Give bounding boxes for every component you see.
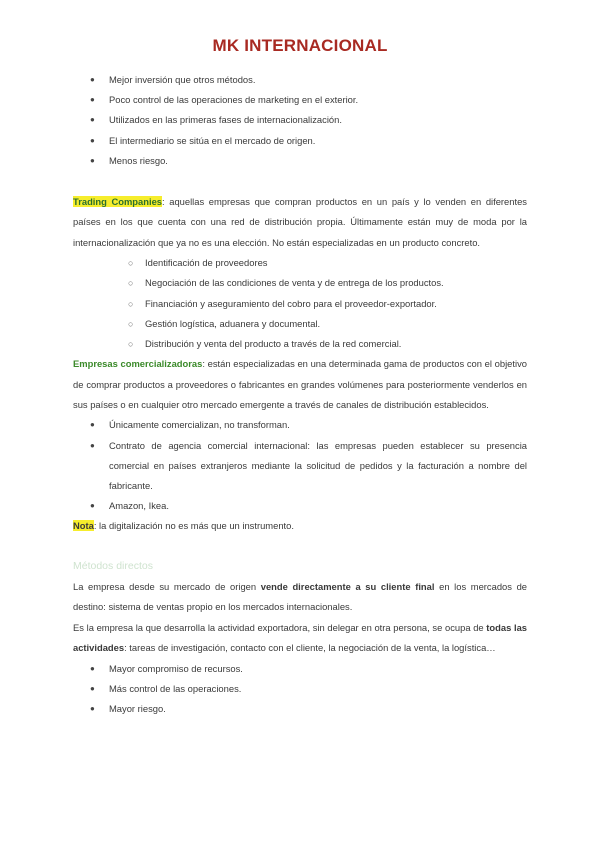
circle-bullet-icon: ○ <box>128 298 134 309</box>
comercializadoras-term: Empresas comercializadoras <box>73 358 203 370</box>
circle-bullet-icon: ○ <box>128 318 134 329</box>
list-item: ● Únicamente comercializan, no transforman. <box>73 415 527 435</box>
list-item: ○ Distribución y venta del producto a través de la red comercial. <box>73 334 527 354</box>
bullet-icon: ● <box>90 420 95 430</box>
bullet-icon: ● <box>90 135 95 145</box>
bullet-icon: ● <box>90 703 95 713</box>
list-item: ○ Negociación de las condiciones de venta y de entrega de los productos. <box>73 273 527 293</box>
circle-bullet-icon: ○ <box>128 258 134 269</box>
list-item: ● Utilizados en las primeras fases de internacionalización. <box>73 110 527 130</box>
section-heading-metodos-directos: Métodos directos <box>73 559 153 572</box>
bullet-icon: ● <box>90 155 95 165</box>
bullet-icon: ● <box>90 440 95 450</box>
bullet-icon: ● <box>90 663 95 673</box>
indirect-methods-list <box>73 70 527 171</box>
nota-term: Nota <box>73 520 94 532</box>
list-item: ● Amazon, Ikea. <box>73 496 527 516</box>
directos-paragraph-1: La empresa desde su mercado de origen vende directamente a su cliente final en los mercados de destino: sistema de ventas propio en los mercados internacionales. <box>73 580 527 613</box>
list-item: ○ Identificación de proveedores <box>73 253 527 273</box>
list-item: ● Contrato de agencia comercial internacional: las empresas pueden establecer su presencia comercial en países extranjeros mediante la solicitud de pedidos y la facturación a nombre del fabricante. <box>73 436 527 497</box>
list-item: ● Más control de las operaciones. <box>73 679 527 699</box>
document-body <box>73 70 527 719</box>
list-item: ● Poco control de las operaciones de marketing en el exterior. <box>73 90 527 110</box>
list-item: ● Mejor inversión que otros métodos. <box>73 70 527 90</box>
circle-bullet-icon: ○ <box>128 339 134 350</box>
list-item: ● Mayor riesgo. <box>73 699 527 719</box>
list-item: ○ Gestión logística, aduanera y documental. <box>73 314 527 334</box>
trading-companies-term: Trading Companies <box>73 196 163 208</box>
list-item: ● Mayor compromiso de recursos. <box>73 659 527 679</box>
trading-functions-list <box>73 253 527 354</box>
comercializadoras-list <box>73 415 527 516</box>
list-item: ○ Financiación y aseguramiento del cobro para el proveedor-exportador. <box>73 294 527 314</box>
bullet-icon: ● <box>90 501 95 511</box>
comercializadoras-paragraph: Empresas comercializadoras: están especializadas en una determinada gama de productos con el objetivo de comprar productos a proveedores o fabricantes en grandes volúmenes para posteriormente venderlos en sus países o en cualquier otro mercado emergente a través de canales de distribución establecidos. <box>73 358 527 411</box>
trading-companies-paragraph: Trading Companies: aquellas empresas que compran productos en un país y lo venden en diferentes países en los que cuenta con una red de distribución propia. Últimamente están muy de moda por la internacionalización que ya no es una elección. No están especializadas en un producto concreto. <box>73 196 527 248</box>
list-item: ● El intermediario se sitúa en el mercado de origen. <box>73 131 527 151</box>
direct-methods-list <box>73 659 527 720</box>
directos-paragraph-2: Es la empresa la que desarrolla la actividad exportadora, sin delegar en otra persona, se ocupa de todas las actividades: tareas de investigación, contacto con el cliente, la negociación de la venta, la logística… <box>73 621 527 654</box>
bullet-icon: ● <box>90 95 95 105</box>
list-item: ● Menos riesgo. <box>73 151 527 171</box>
bullet-icon: ● <box>90 683 95 693</box>
bullet-icon: ● <box>90 115 95 125</box>
bullet-icon: ● <box>90 75 95 84</box>
page-title: MK INTERNACIONAL <box>212 36 388 55</box>
circle-bullet-icon: ○ <box>128 278 134 289</box>
nota-paragraph: Nota: la digitalización no es más que un instrumento. <box>73 520 294 532</box>
